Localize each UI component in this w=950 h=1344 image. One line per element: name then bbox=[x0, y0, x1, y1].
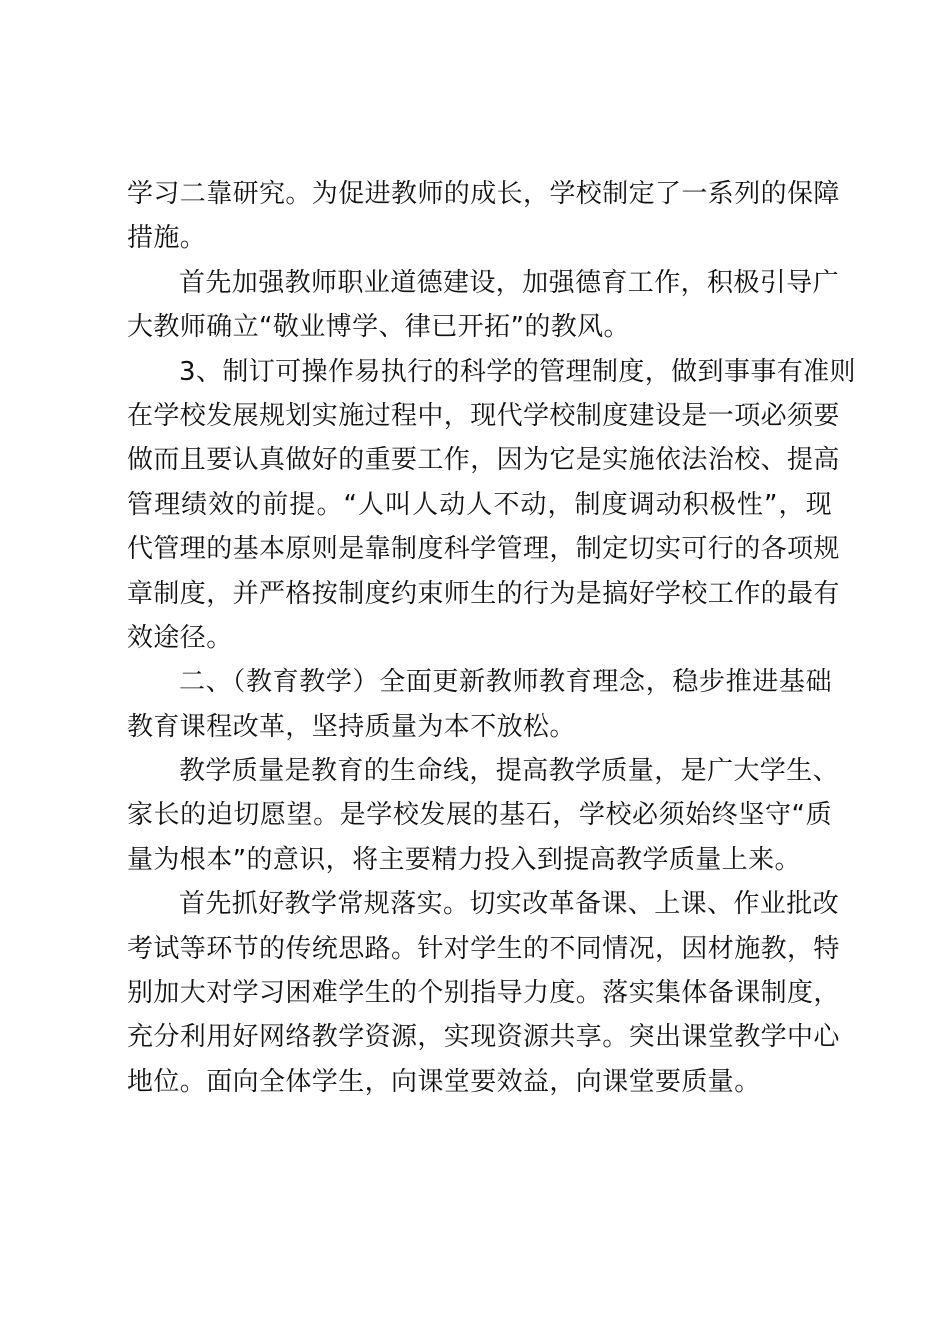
text-line: 地位。面向全体学生，向课堂要效益，向课堂要质量。 bbox=[127, 1066, 761, 1097]
text-line: 大教师确立“敬业博学、律已开拓”的教风。 bbox=[127, 312, 630, 343]
text-line: 措施。 bbox=[127, 223, 207, 254]
text-line: 首先抓好教学常规落实。切实改革备课、上课、作业批改 bbox=[179, 889, 840, 920]
text-line: 管理绩效的前提。“人叫人动人不动，制度调动积极性”，现 bbox=[127, 489, 832, 520]
text-line: 首先加强教师职业道德建设，加强德育工作，积极引导广 bbox=[179, 267, 840, 298]
section-heading-line: 二、（教育教学）全面更新教师教育理念，稳步推进基础 bbox=[179, 667, 832, 698]
text-line: 效途径。 bbox=[127, 622, 233, 653]
text-line: 章制度，并严格按制度约束师生的行为是搞好学校工作的最有 bbox=[127, 578, 840, 609]
text-line: 家长的迫切愿望。是学校发展的基石，学校必须始终坚守“质 bbox=[127, 800, 832, 831]
text-line: 考试等环节的传统思路。针对学生的不同情况，因材施教，特 bbox=[127, 933, 840, 964]
text-line: 学习二靠研究。为促进教师的成长，学校制定了一系列的保障 bbox=[127, 179, 840, 209]
text-line: 别加大对学习困难学生的个别指导力度。落实集体备课制度， bbox=[127, 978, 840, 1009]
text-line: 在学校发展规划实施过程中，现代学校制度建设是一项必须要 bbox=[127, 400, 840, 431]
body-text bbox=[127, 172, 856, 1104]
text-line: 量为根本”的意识，将主要精力投入到提高教学质量上来。 bbox=[127, 844, 801, 875]
text-line: 做而且要认真做好的重要工作，因为它是实施依法治校、提高 bbox=[127, 445, 840, 476]
text-line: 充分利用好网络教学资源，实现资源共享。突出课堂教学中心 bbox=[127, 1022, 840, 1053]
section-heading-line: 教育课程改革，坚持质量为本不放松。 bbox=[127, 711, 576, 742]
text-line: 代管理的基本原则是靠制度科学管理，制定切实可行的各项规 bbox=[127, 534, 840, 565]
text-line: 教学质量是教育的生命线，提高教学质量，是广大学生、 bbox=[179, 756, 840, 787]
text-line: 3、制订可操作易执行的科学的管理制度，做到事事有准则 bbox=[179, 356, 856, 387]
